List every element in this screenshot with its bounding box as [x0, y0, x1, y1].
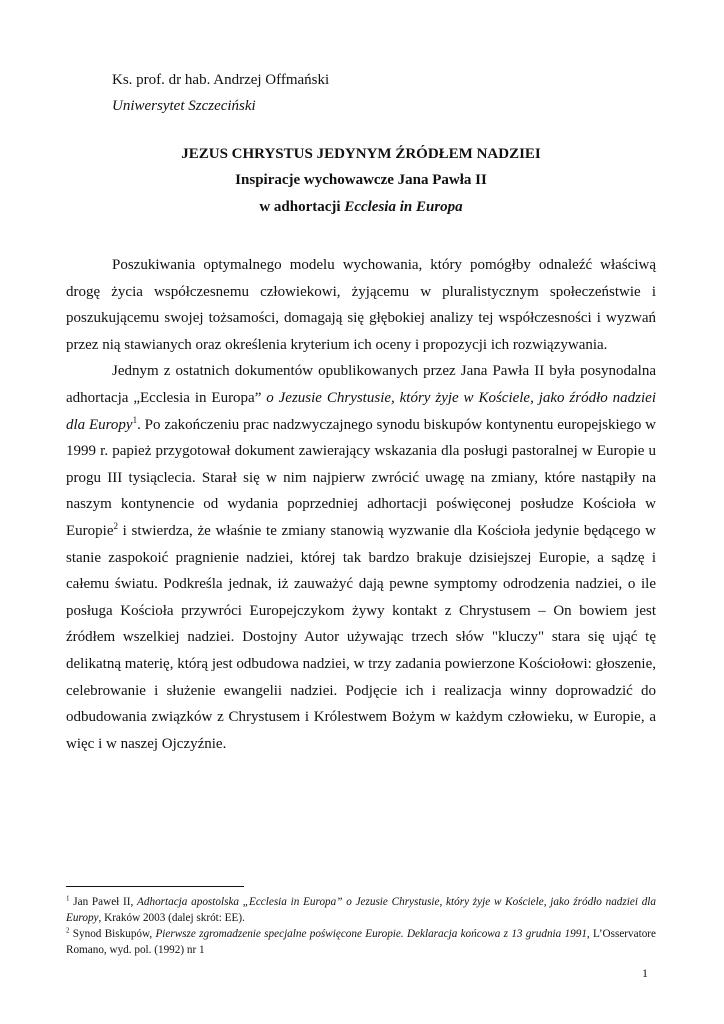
paragraph-2-part-c: i stwierdza, że właśnie te zmiany stanowią wyzwanie dla Kościoła jedynie będącego w stanie zaspokoić pragnienie nadziei, której tak bardzo brakuje dzisiejszej Europie, a sądzę i całemu światu. Podkreśla jednak, iż zauważyć dają pewne symptomy odrodzenia nadziei, o ile posługa Kościoła przywróci Europejczykom żywy kontakt z Chrystusem – On bowiem jest źródłem wszelkiej nadziei. Dostojny Autor używając trzech słów "kluczy" stara się ująć tę delikatną materię, którą jest odbudowa nadziei, w trzy zadania powierzone Kościołowi: głoszenie, celebrowanie i służenie ewangelii nadziei. Podjęcie ich i realizacja winny doprowadzić do odbudowania związków z Chrystusem i Królestwem Bożym w każdym człowieku, w Europie, a więc i w naszej Ojczyźnie.	[66, 522, 656, 752]
footnote-1-part-a: Jan Paweł II,	[69, 896, 138, 908]
footnote-2-italic: Pierwsze zgromadzenie specjalne poświęcone Europie. Deklaracja końcowa z 13 grudnia 1991	[155, 928, 587, 940]
footnote-2-number: 2	[66, 926, 70, 935]
document-subtitle: Inspiracje wychowawcze Jana Pawła II	[235, 172, 487, 188]
subtitle-italic: Ecclesia in Europa	[344, 199, 463, 215]
footnotes	[66, 894, 656, 958]
footnote-1-number: 1	[66, 894, 70, 903]
footnote-1	[66, 894, 656, 926]
footnote-ref-2[interactable]: 2	[113, 520, 118, 531]
paragraph-2-part-b: . Po zakończeniu prac nadzwyczajnego synodu biskupów kontynentu europejskiego w 1999 r. papież przygotował dokument zawierający wskazania dla posługi pastoralnej w Europie u progu III tysiąclecia. Starał się w nim najpierw zwrócić uwagę na zmiany, które nastąpiły na naszym kontynencie od wydania poprzedniej adhortacji poświęconej posłudze Kościoła w Europie	[66, 416, 656, 539]
body-text	[66, 252, 656, 757]
paragraph-2	[66, 358, 656, 757]
page-number: 1	[642, 966, 648, 980]
author-name: Ks. prof. dr hab. Andrzej Offmański	[112, 72, 330, 88]
footnote-2-part-b: , L’Osservatore Romano, wyd. pol. (1992) nr 1	[66, 928, 656, 956]
footnote-2-part-a: Synod Biskupów,	[69, 928, 156, 940]
footnote-separator	[66, 886, 244, 887]
paragraph-1: Poszukiwania optymalnego modelu wychowania, który pomógłby odnaleźć właściwą drogę życia współczesnemu człowiekowi, żyjącemu w pluralistycznym społeczeństwie i poszukującemu swojej tożsamości, domagają się głębokiej analizy tej współczesności i wyzwań przez nią stawianych oraz określenia kryterium ich oceny i propozycji ich rozwiązywania.	[66, 257, 656, 353]
paragraph-2-part-a: Jednym z ostatnich dokumentów opublikowanych przez Jana Pawła II była posynodalna adhortacja „Ecclesia in Europa”	[66, 363, 656, 406]
document-subtitle-line2	[66, 199, 656, 216]
author-affiliation: Uniwersytet Szczeciński	[112, 98, 256, 114]
subtitle-prefix: w adhortacji	[259, 199, 345, 215]
paragraph-2-italic: o Jezusie Chrystusie, który żyje w Kościele, jako źródło nadziei dla Europy	[66, 389, 656, 433]
document-title: JEZUS CHRYSTUS JEDYNYM ŹRÓDŁEM NADZIEI	[181, 146, 541, 162]
footnote-ref-1[interactable]: 1	[132, 414, 138, 425]
footnote-1-part-b: , Kraków 2003 (dalej skrót: EE).	[98, 912, 245, 924]
footnote-2	[66, 926, 656, 958]
footnote-1-italic: Adhortacja apostolska „Ecclesia in Europa” o Jezusie Chrystusie, który żyje w Kościele, jako źródło nadziei dla Europy	[66, 896, 656, 924]
